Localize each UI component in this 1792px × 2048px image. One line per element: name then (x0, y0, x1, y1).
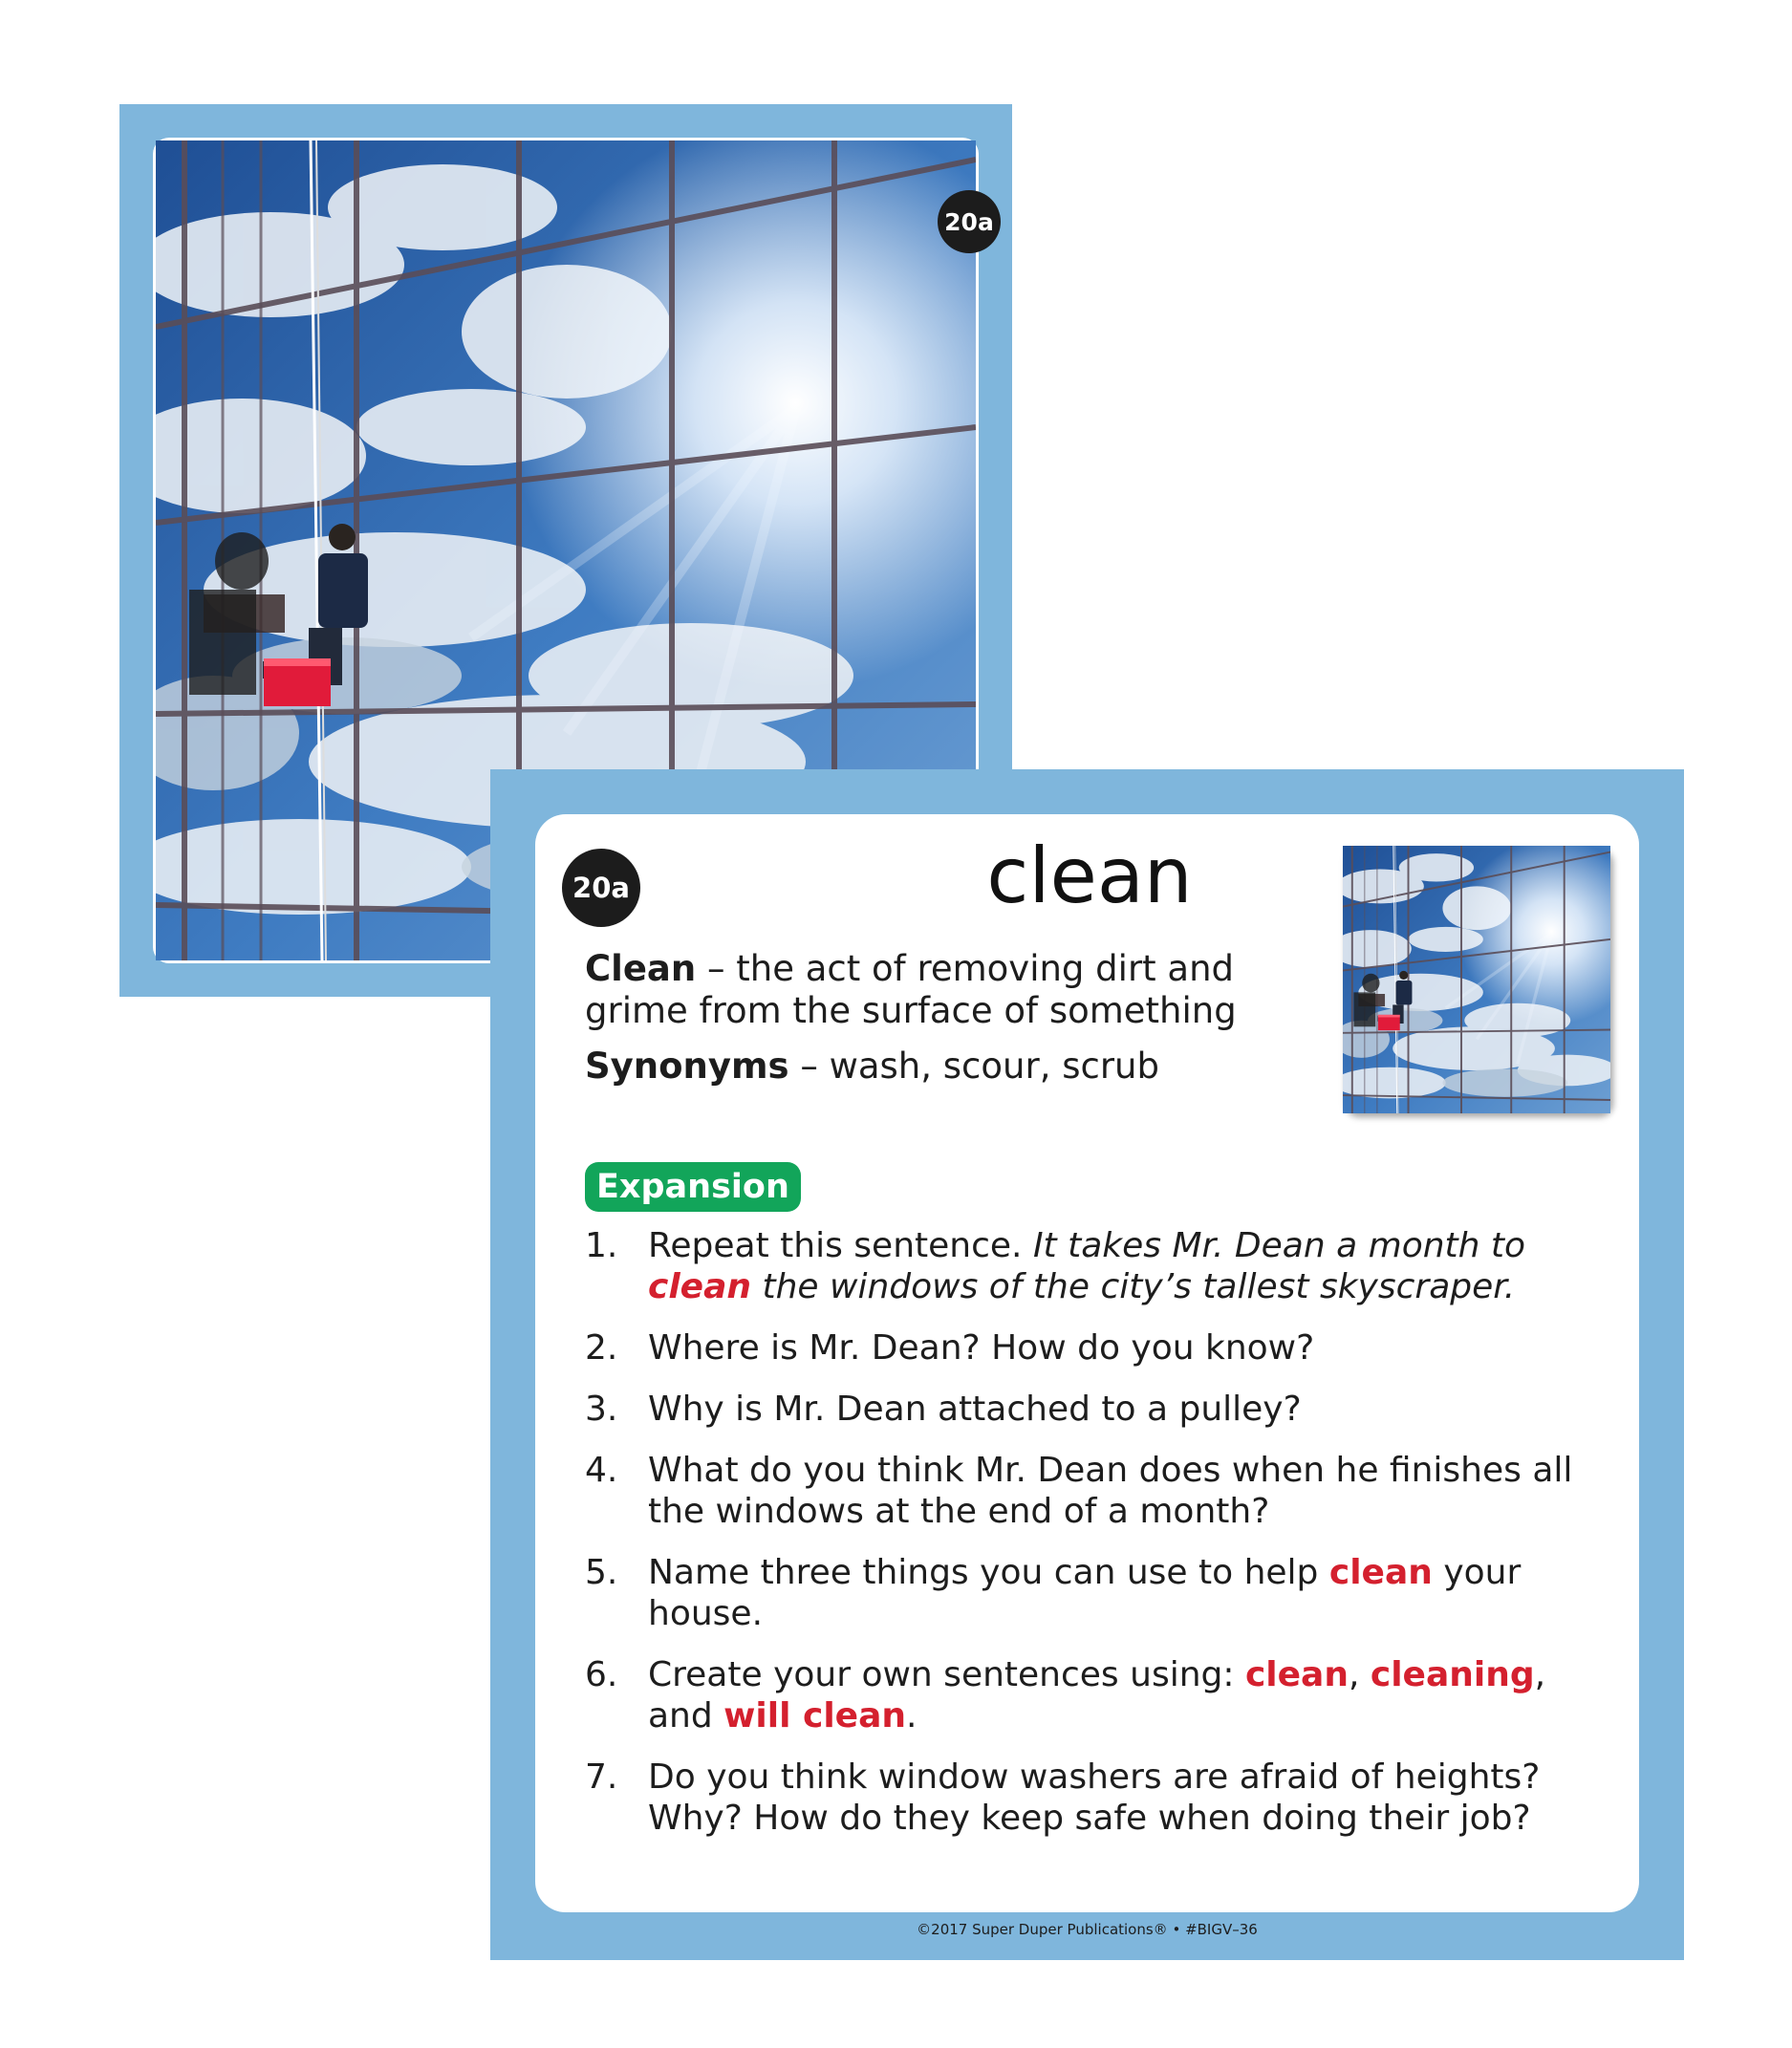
highlighted-word: cleaning (1370, 1655, 1535, 1694)
list-item (585, 1450, 1612, 1532)
list-item (585, 1225, 1612, 1307)
question-text (648, 1654, 1612, 1736)
list-item (585, 1389, 1612, 1430)
question-part: Create your own sentences using: (648, 1655, 1245, 1694)
highlighted-word: will clean (723, 1696, 906, 1735)
card-number-badge: 20a (562, 849, 640, 927)
question-number: 2. (585, 1328, 618, 1368)
question-number: 3. (585, 1390, 618, 1429)
definition-text: – the act of removing dirt and grime from the surface of something (585, 948, 1237, 1031)
thumbnail-scene (1343, 846, 1610, 1113)
definition-term: Clean (585, 948, 697, 989)
thumbnail-photo (1343, 846, 1610, 1113)
list-item (585, 1757, 1612, 1839)
question-list (585, 1225, 1612, 1859)
highlighted-word: clean (1328, 1553, 1433, 1592)
question-text: Where is Mr. Dean? How do you know? (648, 1328, 1315, 1368)
question-part: , (1348, 1655, 1371, 1694)
question-number: 4. (585, 1451, 618, 1490)
question-number: 7. (585, 1757, 618, 1797)
question-text: Do you think window washers are afraid of heights? Why? How do they keep safe when doing their job? (648, 1757, 1541, 1838)
question-part: . (906, 1696, 918, 1735)
question-number: 1. (585, 1226, 618, 1265)
synonyms-term: Synonyms (585, 1046, 789, 1087)
question-part: , and (648, 1655, 1546, 1735)
synonyms-text: – wash, scour, scrub (788, 1046, 1159, 1087)
list-item (585, 1654, 1612, 1736)
definition (585, 948, 1311, 1032)
list-item (585, 1552, 1612, 1634)
question-part: Name three things you can use to help (648, 1553, 1329, 1592)
highlighted-word: clean (648, 1267, 752, 1306)
question-part: your house. (648, 1553, 1522, 1633)
card-number-badge: 20a (938, 190, 1001, 253)
question-text (648, 1552, 1612, 1634)
vocabulary-word: clean (986, 831, 1193, 920)
expansion-label: Expansion (585, 1162, 801, 1212)
question-text (648, 1225, 1612, 1307)
example-sentence-part: the windows of the city’s tallest skyscraper. (751, 1267, 1516, 1306)
vocabulary-panel (535, 814, 1639, 1912)
synonyms (585, 1046, 1311, 1088)
copyright-footer: ©2017 Super Duper Publications® • #BIGV–36 (917, 1921, 1258, 1938)
question-text: What do you think Mr. Dean does when he finishes all the windows at the end of a month? (648, 1451, 1573, 1531)
question-lead: Repeat this sentence. (648, 1226, 1033, 1265)
question-number: 5. (585, 1553, 618, 1592)
highlighted-word: clean (1244, 1655, 1349, 1694)
list-item (585, 1327, 1612, 1369)
vocabulary-card (490, 769, 1684, 1960)
question-number: 6. (585, 1655, 618, 1694)
question-text: Why is Mr. Dean attached to a pulley? (648, 1390, 1302, 1429)
example-sentence-part: It takes Mr. Dean a month to (1032, 1226, 1526, 1265)
